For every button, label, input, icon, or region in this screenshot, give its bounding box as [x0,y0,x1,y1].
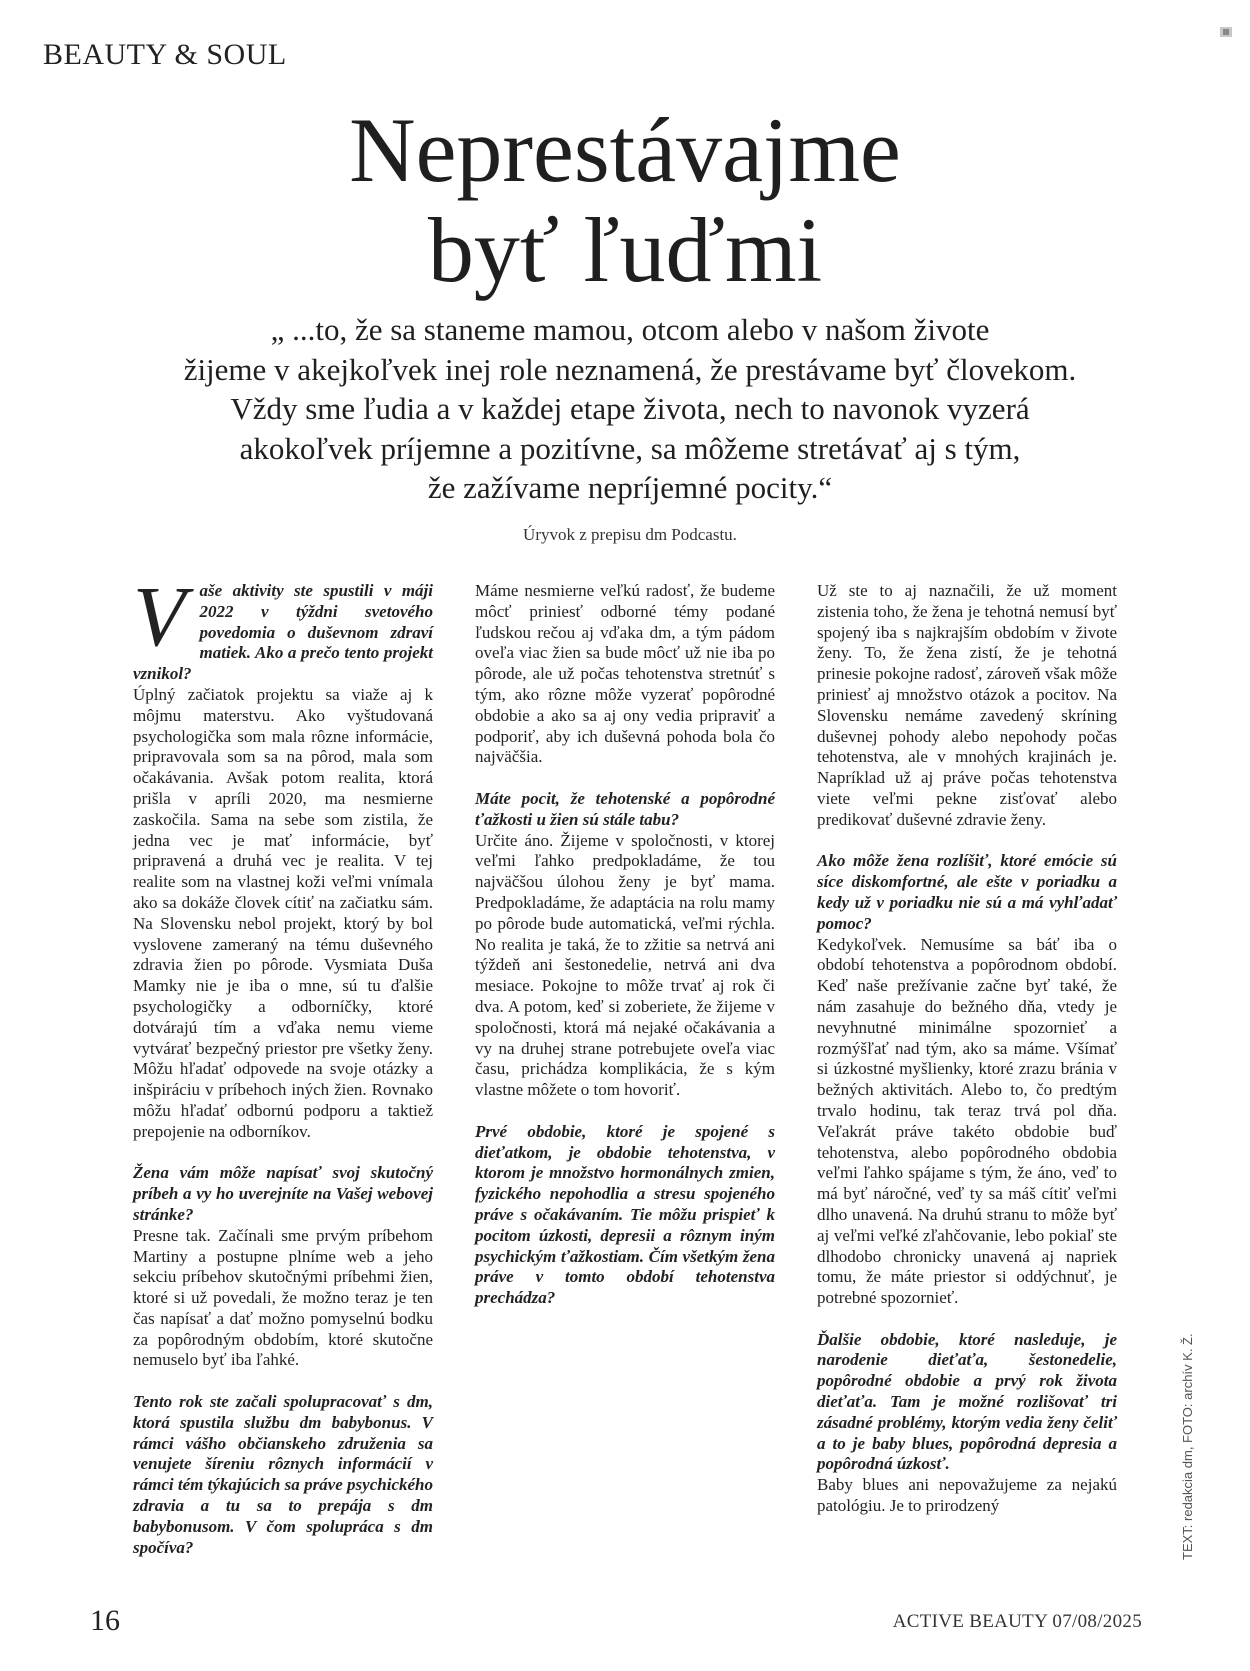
interview-answer: Presne tak. Začínali sme prvým príbehom Martiny a postupne plníme web a jeho sekciu príbehov skutočnými príbehmi žien, ktoré si už povedali, že možno teraz je ten čas napísať a dať možno pomyselnú bodku za popôrodným obdobím, ktoré skutočne nemuselo byť iba ľahké. [133,1225,433,1370]
interview-block [133,1163,433,1371]
interview-question: aše aktivity ste spustili v máji 2022 v týždni svetového povedomia o duševnom zdraví matiek. Ako a prečo tento projekt vznikol? [133,581,433,684]
quote-line: Vždy sme ľudia a v každej etape života, nech to navonok vyzerá [230,391,1030,426]
article-column-3 [817,581,1117,1538]
corner-mark-icon [1220,27,1232,37]
title-line-2: byť ľuďmi [427,199,823,301]
quote-line: „ ...to, že sa staneme mamou, otcom alebo v našom živote [270,312,990,347]
article-column-2 [475,581,775,1330]
quote-line: akokoľvek príjemne a pozitívne, sa môžeme stretávať aj s tým, [239,430,1021,466]
interview-answer: Kedykoľvek. Nemusíme sa báť iba o období tehotenstva a popôrodnom období. Keď naše prežívanie začne byť také, že nám zasahuje do bežného dňa, vtedy je nevyhnutné minimálne spozornieť a rozmýšľať nad tým, ako sa máme. Všímať si úzkostné myšlienky, ktoré zrazu bránia v bežných aktivitách. Alebo to, čo predtým trvalo hodinu, tak teraz trvá pol dňa. Veľakrát práve takéto obdobie buď tehotenstva, alebo popôrodného obdobia veľmi ľahko spájame s tým, že áno, veď to má byť náročné, veď ty sa máš cítiť veľmi dlho unavená. Na druhú stranu to môže byť aj veľmi veľké zľahčovanie, lebo pokiaľ ste dlhodobo chronicky unavená aj napriek tomu, že máte priestor si oddýchnuť, je potrebné spozornieť. [817,934,1117,1308]
article-title [0,100,1250,300]
interview-question: Prvé obdobie, ktoré je spojené s dieťatkom, je obdobie tehotenstva, v ktorom je množstvo hormonálnych zmien, fyzického nepohodlia a stresu spojeného práve s očakávaním. Tie môžu prispieť k pocitom úzkosti, depresii a rôznym iným psychickým ťažkostiam. Čím všetkým žena práve v tomto období tehotenstva prechádza? [475,1121,775,1308]
quote-line: že zažívame nepríjemné pocity.“ [427,470,833,505]
interview-block [133,568,433,1143]
drop-cap: V [133,568,186,664]
interview-block [475,581,775,768]
interview-block [817,581,1117,831]
interview-answer: Úplný začiatok projektu sa viaže aj k môjmu materstvu. Ako vyštudovaná psychologička som mala rôzne informácie, pripravovala som sa na pôrod, mala som očakávania. Avšak potom realita, ktorá prišla v apríli 2020, ma nesmierne zaskočila. Sama na sebe som zistila, že jedna vec je mať informácie, byť pripravená a druhá vec je realita. V tej realite som na vlastnej koži veľmi vnímala ako sa dokáže človek cítiť na začiatku sám. Na Slovensku nebol projekt, ktorý by bol vyslovene zameraný na tému duševného zdravia žien po pôrode. Vysmiata Duša Mamky nie je iba o mne, sú tu ďalšie psychologičky a odborníčky, ktoré dotvárajú tím a vďaka nemu vieme vytvárať bezpečný priestor pre všetky ženy. Môžu hľadať odpovede na svoje otázky a inšpiráciu v príbehoch iných žien. Rovnako môžu hľadať odbornú podporu a taktiež prepojenie na odborníkov. [133,684,433,1141]
article-column-1 [133,568,433,1579]
title-line-1: Neprestávajme [349,99,901,201]
pull-quote [110,310,1150,508]
page-number: 16 [90,1604,120,1637]
interview-question: Ako môže žena rozlíšiť, ktoré emócie sú síce diskomfortné, ale ešte v poriadku a kedy už v poriadku nie sú a má vyhľadať pomoc? [817,851,1117,933]
interview-answer: Máme nesmierne veľkú radosť, že budeme môcť priniesť odborné témy podané ľudskou rečou aj vďaka dm, a tým pádom oveľa viac žien sa bude môcť už nie iba po pôrode, ale už počas tehotenstva stretnúť s tým, ako rôzne môže vyzerať popôrodné obdobie a ako sa aj ony vedia pripraviť a podporiť, aby ich duševná pohoda bola čo najväčšia. [475,581,775,767]
interview-block [133,1392,433,1558]
interview-block [475,789,775,1101]
interview-answer: Určite áno. Žijeme v spoločnosti, v ktorej veľmi ľahko predpokladáme, že tou najväčšou úlohou ženy je byť mama. Predpokladáme, že adaptácia na rolu mamy po pôrode bude automatická, veľmi rýchla. No realita je taká, že to zžitie sa netrvá ani týždeň ani šestonedelie, netrvá ani dva mesiace. Pokojne to môže trvať aj rok či dva. A potom, keď si zoberiete, že žijeme v spoločnosti, ktorá má nejaké očakávania a vy na druhej strane potrebujete oveľa viac času, prichádza komplikácia, že s kým vlastne môžete o tom hovoriť. [475,830,775,1100]
interview-block [475,1122,775,1309]
interview-question: Tento rok ste začali spolupracovať s dm, ktorá spustila službu dm babybonus. V rámci vášho občianskeho združenia sa venujete šíreniu rôznych informácií v rámci tém týkajúcich sa práve psychického zdravia a tu sa to prepája s dm babybonusom. V čom spolupráca s dm spočíva? [133,1392,433,1557]
quote-line: žijeme v akejkoľvek inej role neznamená, že prestávame byť človekom. [183,351,1077,387]
interview-block [817,1330,1117,1517]
interview-answer: Už ste to aj naznačili, že už moment zistenia toho, že žena je tehotná nemusí byť spojený iba s najkrajším obdobím v živote ženy. To, že žena zistí, že je tehotná prinesie pokojne radosť, zároveň však môže priniesť aj množstvo otázok a pocitov. Na Slovensku nemáme zavedený skríning duševnej pohody alebo nepohody počas tehotenstva, ale v mnohých krajinách je. Napríklad už aj práve počas tehotenstva viete veľmi pekne zisťovať alebo predikovať duševné zdravie ženy. [817,581,1117,829]
interview-question: Máte pocit, že tehotenské a popôrodné ťažkosti u žien sú stále tabu? [475,788,775,829]
interview-question: Žena vám môže napísať svoj skutočný príbeh a vy ho uverejníte na Vašej webovej stránke? [133,1163,433,1224]
interview-answer: Baby blues ani nepovažujeme za nejakú patológiu. Je to prirodzený [817,1475,1117,1516]
quote-source: Úryvok z prepisu dm Podcastu. [523,525,737,544]
interview-question: Ďalšie obdobie, ktoré nasleduje, je narodenie dieťaťa, šestonedelie, popôrodné obdobie a prvý rok života dieťaťa. Tam je možné rozlišovať tri zásadné problémy, ktorým vedia ženy čeliť a to je baby blues, popôrodná depresia a popôrodná úzkosť. [817,1329,1117,1474]
section-header: BEAUTY & SOUL [43,38,287,71]
photo-credit: TEXT: redakcia dm, FOTO: archív K. Ž. [1180,1333,1195,1560]
magazine-issue: ACTIVE BEAUTY 07/08/2025 [892,1611,1142,1632]
interview-block [817,851,1117,1309]
